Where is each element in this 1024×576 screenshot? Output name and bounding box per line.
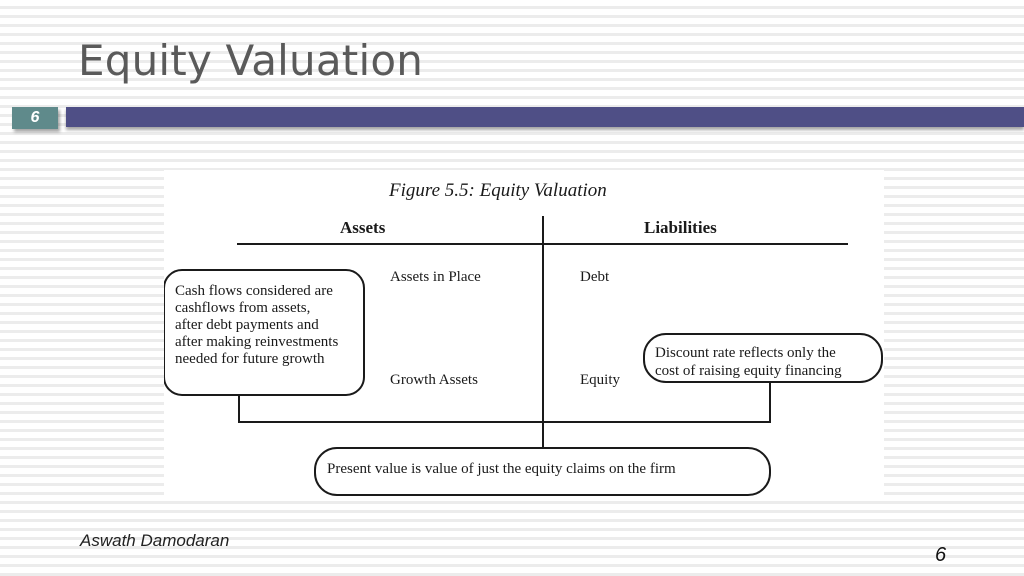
discount-note-line: cost of raising equity financing [655, 363, 842, 379]
assets-header: Assets [340, 218, 386, 237]
figure-title: Figure 5.5: Equity Valuation [389, 180, 607, 201]
slide-number-badge: 6 [12, 107, 58, 129]
figure-panel [164, 170, 884, 496]
cash-flow-note-line: after making reinvestments [175, 334, 339, 350]
equity-valuation-diagram [164, 170, 884, 496]
footer-page-number: 6 [935, 544, 947, 566]
growth-assets-label: Growth Assets [390, 372, 478, 388]
slide-title: Equity Valuation [78, 36, 424, 85]
liabilities-header: Liabilities [644, 218, 717, 237]
cash-flow-note-line: cashflows from assets, [175, 300, 311, 316]
cash-flow-note-line: after debt payments and [175, 317, 319, 333]
footer-author: Aswath Damodaran [80, 531, 230, 550]
discount-note-line: Discount rate reflects only the [655, 345, 836, 361]
cash-flow-note [175, 283, 342, 367]
title-underline-bar [66, 107, 1024, 127]
cash-flow-note-line: Cash flows considered are [175, 283, 333, 299]
assets-in-place-label: Assets in Place [390, 269, 481, 285]
debt-label: Debt [580, 269, 610, 285]
cash-flow-note-line: needed for future growth [175, 351, 325, 367]
present-value-note: Present value is value of just the equity claims on the firm [327, 461, 676, 477]
equity-label: Equity [580, 372, 620, 388]
